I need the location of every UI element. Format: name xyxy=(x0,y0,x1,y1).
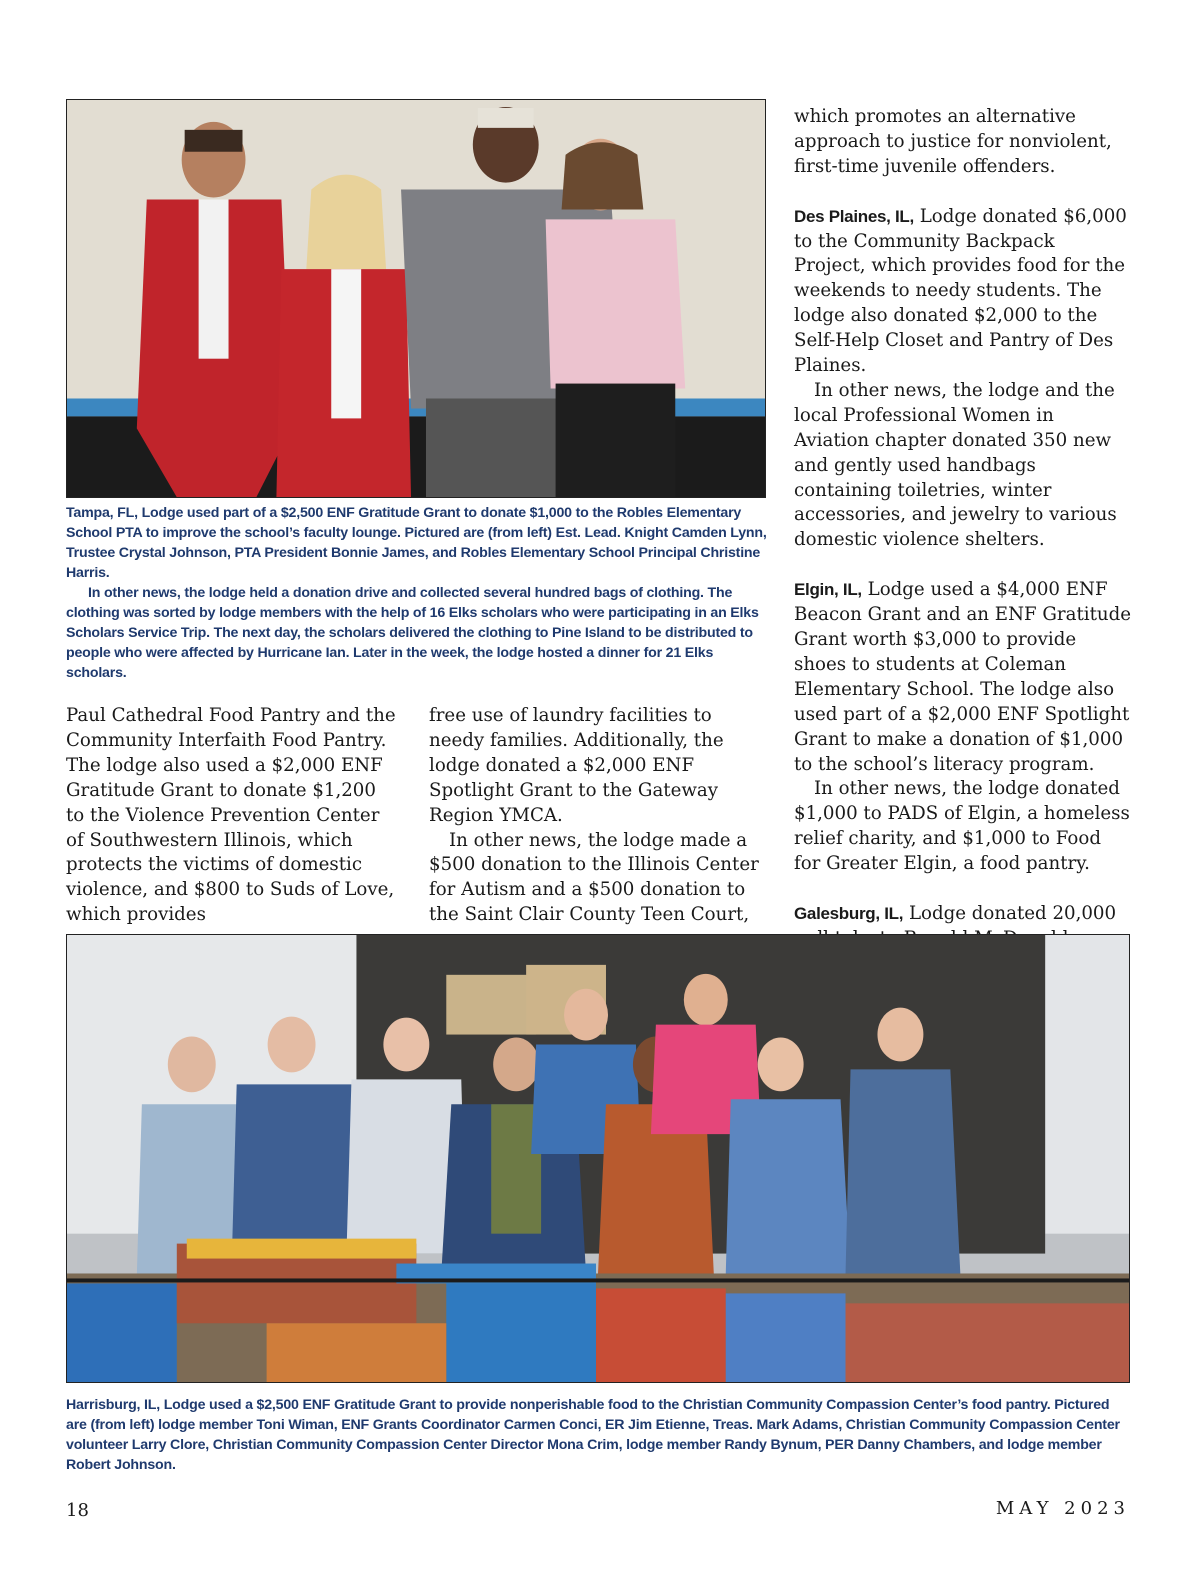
elgin-heading: Elgin, IL, xyxy=(794,580,862,600)
caption-text-2: In other news, the lodge held a donation drive and collected several hundred bags of clothing. The clothing was sorted by lodge members with the help of 16 Elks scholars who were participating in an Elks Scholars Service Trip. The next day, the scholars delivered the clothing to Pine Island to be distributed to people who were affected by Hurricane Ian. Later in the week, the lodge hosted a dinner for 21 Elks scholars. xyxy=(66,585,759,681)
article-column-1 xyxy=(66,704,396,928)
des-plaines-heading: Des Plaines, IL, xyxy=(794,206,914,226)
photo-harrisburg-caption xyxy=(66,1395,1130,1475)
des-plaines-text: Lodge donated $6,000 to the Community Backpack Project, which provides food for the weekends to needy students. The lodge also donated $2,000 to the Self-Help Closet and Pantry of Des Plaines. xyxy=(794,205,1127,377)
caption-paragraph xyxy=(66,1395,1130,1475)
caption-location: Harrisburg, IL, xyxy=(66,1397,160,1413)
article-column-3 xyxy=(794,105,1132,977)
column-3-intro: which promotes an alternative approach to justice for nonviolent, first-time juvenile offenders. xyxy=(794,106,1112,177)
galesburg-text: Lodge donated 20,000 xyxy=(908,902,1117,924)
page-number: 18 xyxy=(66,1500,89,1521)
galesburg-heading: Galesburg, IL, xyxy=(794,903,904,923)
photo-tampa-image xyxy=(67,100,765,497)
photo-harrisburg-image xyxy=(67,935,1129,1382)
column-1-text: Paul Cathedral Food Pantry and the Community Interfaith Food Pantry. The lodge also used a $2,000 ENF Gratitude Grant to donate $1,200 to the Violence Prevention Center of Southwestern Illinois, which protects the victims of domestic violence, and $800 to Suds of Love, which provides xyxy=(66,705,396,926)
photo-tampa-caption xyxy=(66,503,768,683)
des-plaines-paragraph xyxy=(794,205,1132,379)
column-2-text-2: In other news, the lodge made a $500 donation to the Illinois Center for Autism and a $500 donation to the Saint Clair County Teen Court, xyxy=(429,829,759,926)
elgin-paragraph xyxy=(794,578,1132,777)
article-column-2 xyxy=(429,704,769,928)
issue-date: MAY 2023 xyxy=(995,1498,1130,1519)
des-plaines-text-2: In other news, the lodge and the local Professional Women in Aviation chapter donated 350 new and gently used handbags containing toiletries, winter accessories, and jewelry to various domestic violence shelters. xyxy=(794,379,1117,551)
photo-harrisburg xyxy=(66,934,1130,1383)
photo-tampa xyxy=(66,99,766,498)
column-2-text: free use of laundry facilities to needy families. Additionally, the lodge donated a $2,000 ENF Spotlight Grant to the Gateway Region YMCA. xyxy=(429,705,724,826)
caption-text: Lodge used a $2,500 ENF Gratitude Grant to provide nonperishable food to the Christian Community Compassion Center’s food pantry. Pictured are (from left) lodge member Toni Wiman, ENF Grants Coordinator Carmen Conci, ER Jim Etienne, Treas. Mark Adams, Christian Community Compassion Center volunteer Larry Clore, Christian Community Compassion Center Director Mona Crim, lodge member Randy Bynum, PER Danny Chambers, and lodge member Robert Johnson. xyxy=(66,1397,1120,1473)
caption-paragraph xyxy=(66,503,768,583)
elgin-text: Lodge used a $4,000 ENF Beacon Grant and an ENF Gratitude Grant worth $3,000 to provide shoes to students at Coleman Elementary School. The lodge also used part of a $2,000 ENF Spotlight Grant to make a donation of $1,000 to the school’s literacy program. xyxy=(794,579,1132,775)
caption-location: Tampa, FL, xyxy=(66,505,138,521)
elgin-text-2: In other news, the lodge donated $1,000 to PADS of Elgin, a homeless relief charity, and $1,000 to Food for Greater Elgin, a food pantry. xyxy=(794,778,1130,875)
caption-text: Lodge used part of a $2,500 ENF Gratitude Grant to donate $1,000 to the Robles Elementary School PTA to improve the school’s faculty lounge. Pictured are (from left) Est. Lead. Knight Camden Lynn, Trustee Crystal Johnson, PTA President Bonnie James, and Robles Elementary School Principal Christine Harris. xyxy=(66,505,767,581)
